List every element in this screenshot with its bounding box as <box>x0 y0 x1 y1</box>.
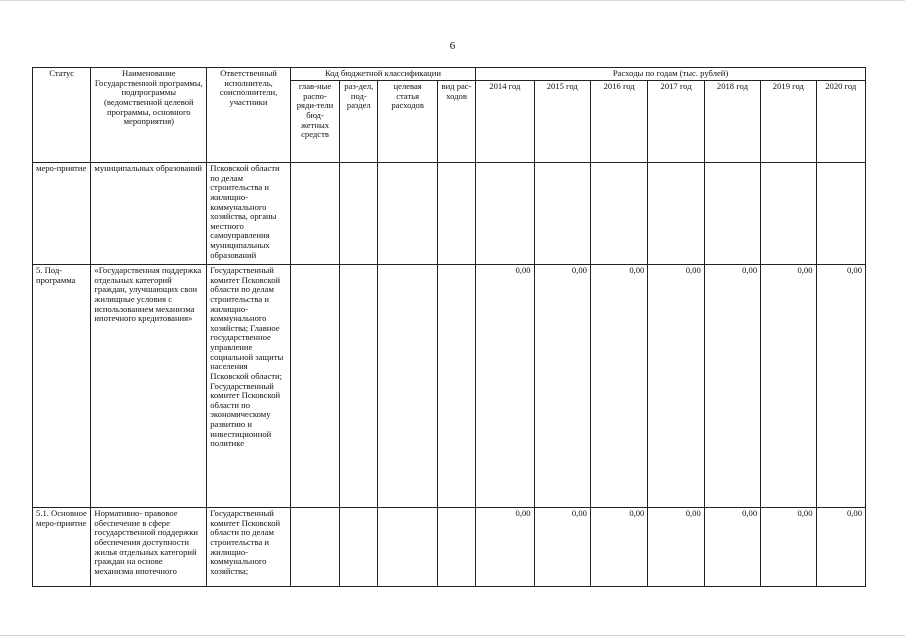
row-year-value: 0,00 <box>648 265 704 508</box>
row-name: «Государственная поддержка отдельных категорий граждан, улучшающих свои жилищные условия с использованием механизма ипотечного кредитования» <box>91 265 207 508</box>
row-code-cell <box>340 163 378 265</box>
row-code-cell <box>290 265 339 508</box>
row-executor: Государственный комитет Псковской области по делам строительства и жилищно-коммунального хозяйства; <box>207 508 291 587</box>
header-year: 2020 год <box>816 81 865 163</box>
row-code-cell <box>290 508 339 587</box>
row-year-value: 0,00 <box>534 508 590 587</box>
header-year: 2019 год <box>761 81 816 163</box>
header-main-managers: глав-ные распо-ряди-тели бюд-жетных средств <box>290 81 339 163</box>
row-code-cell <box>378 265 437 508</box>
row-year-value: 0,00 <box>590 508 647 587</box>
row-status: 5.1. Основное меро-приятие <box>33 508 91 587</box>
header-year: 2017 год <box>648 81 704 163</box>
row-year-value: 0,00 <box>704 265 760 508</box>
header-year: 2018 год <box>704 81 760 163</box>
row-executor: Псковской области по делам строительства и жилищно-коммунального хозяйства, органы местного самоуправления муниципальных образований <box>207 163 291 265</box>
header-expenses: Расходы по годам (тыс. рублей) <box>476 68 866 81</box>
row-year-value: 0,00 <box>704 508 760 587</box>
budget-table <box>32 67 866 587</box>
row-code-cell <box>340 265 378 508</box>
row-name: Нормативно- правовое обеспечение в сфере государственной поддержки обеспечения доступности жилья отдельных категорий граждан на основе механизма ипотечного <box>91 508 207 587</box>
row-year-value: 0,00 <box>590 265 647 508</box>
row-year-value: 0,00 <box>816 265 865 508</box>
row-code-cell <box>378 163 437 265</box>
row-year-value <box>816 163 865 265</box>
row-year-value: 0,00 <box>648 508 704 587</box>
table-row <box>33 163 866 265</box>
row-year-value <box>534 163 590 265</box>
page-number: 6 <box>449 40 456 52</box>
scan-edge-bottom <box>0 635 905 636</box>
row-year-value <box>761 163 816 265</box>
row-year-value: 0,00 <box>761 265 816 508</box>
header-section: раз-дел, под-раздел <box>340 81 378 163</box>
row-status: 5. Под-программа <box>33 265 91 508</box>
table-row <box>33 265 866 508</box>
header-executor: Ответственный исполнитель, соисполнители, участники <box>207 68 291 163</box>
scan-edge-top <box>0 0 905 1</box>
table-row <box>33 508 866 587</box>
header-year: 2014 год <box>476 81 534 163</box>
header-budget-code: Код бюджетной классификации <box>290 68 475 81</box>
header-name: Наименование Государственной программы, подпрограммы (ведомственной целевой программы, основного мероприятия) <box>91 68 207 163</box>
header-target-item: целевая статья расходов <box>378 81 437 163</box>
row-code-cell <box>340 508 378 587</box>
header-year: 2016 год <box>590 81 647 163</box>
row-code-cell <box>437 163 475 265</box>
header-year: 2015 год <box>534 81 590 163</box>
row-year-value <box>590 163 647 265</box>
row-code-cell <box>378 508 437 587</box>
row-year-value: 0,00 <box>534 265 590 508</box>
row-code-cell <box>290 163 339 265</box>
row-year-value <box>704 163 760 265</box>
row-code-cell <box>437 265 475 508</box>
row-year-value: 0,00 <box>816 508 865 587</box>
row-year-value <box>476 163 534 265</box>
row-executor: Государственный комитет Псковской области по делам строительства и жилищно-коммунального хозяйства; Главное государственное управление социальной защиты населения Псковской области; Государственный комитет Псковской области по экономическому развитию и инвестиционной политике <box>207 265 291 508</box>
header-status: Статус <box>33 68 91 163</box>
row-year-value: 0,00 <box>476 265 534 508</box>
row-status: меро-приятие <box>33 163 91 265</box>
row-year-value: 0,00 <box>761 508 816 587</box>
row-code-cell <box>437 508 475 587</box>
row-name: муниципальных образований <box>91 163 207 265</box>
header-expense-type: вид рас-ходов <box>437 81 475 163</box>
header-row <box>33 68 866 81</box>
row-year-value <box>648 163 704 265</box>
row-year-value: 0,00 <box>476 508 534 587</box>
page-bottom-margin <box>0 591 905 640</box>
